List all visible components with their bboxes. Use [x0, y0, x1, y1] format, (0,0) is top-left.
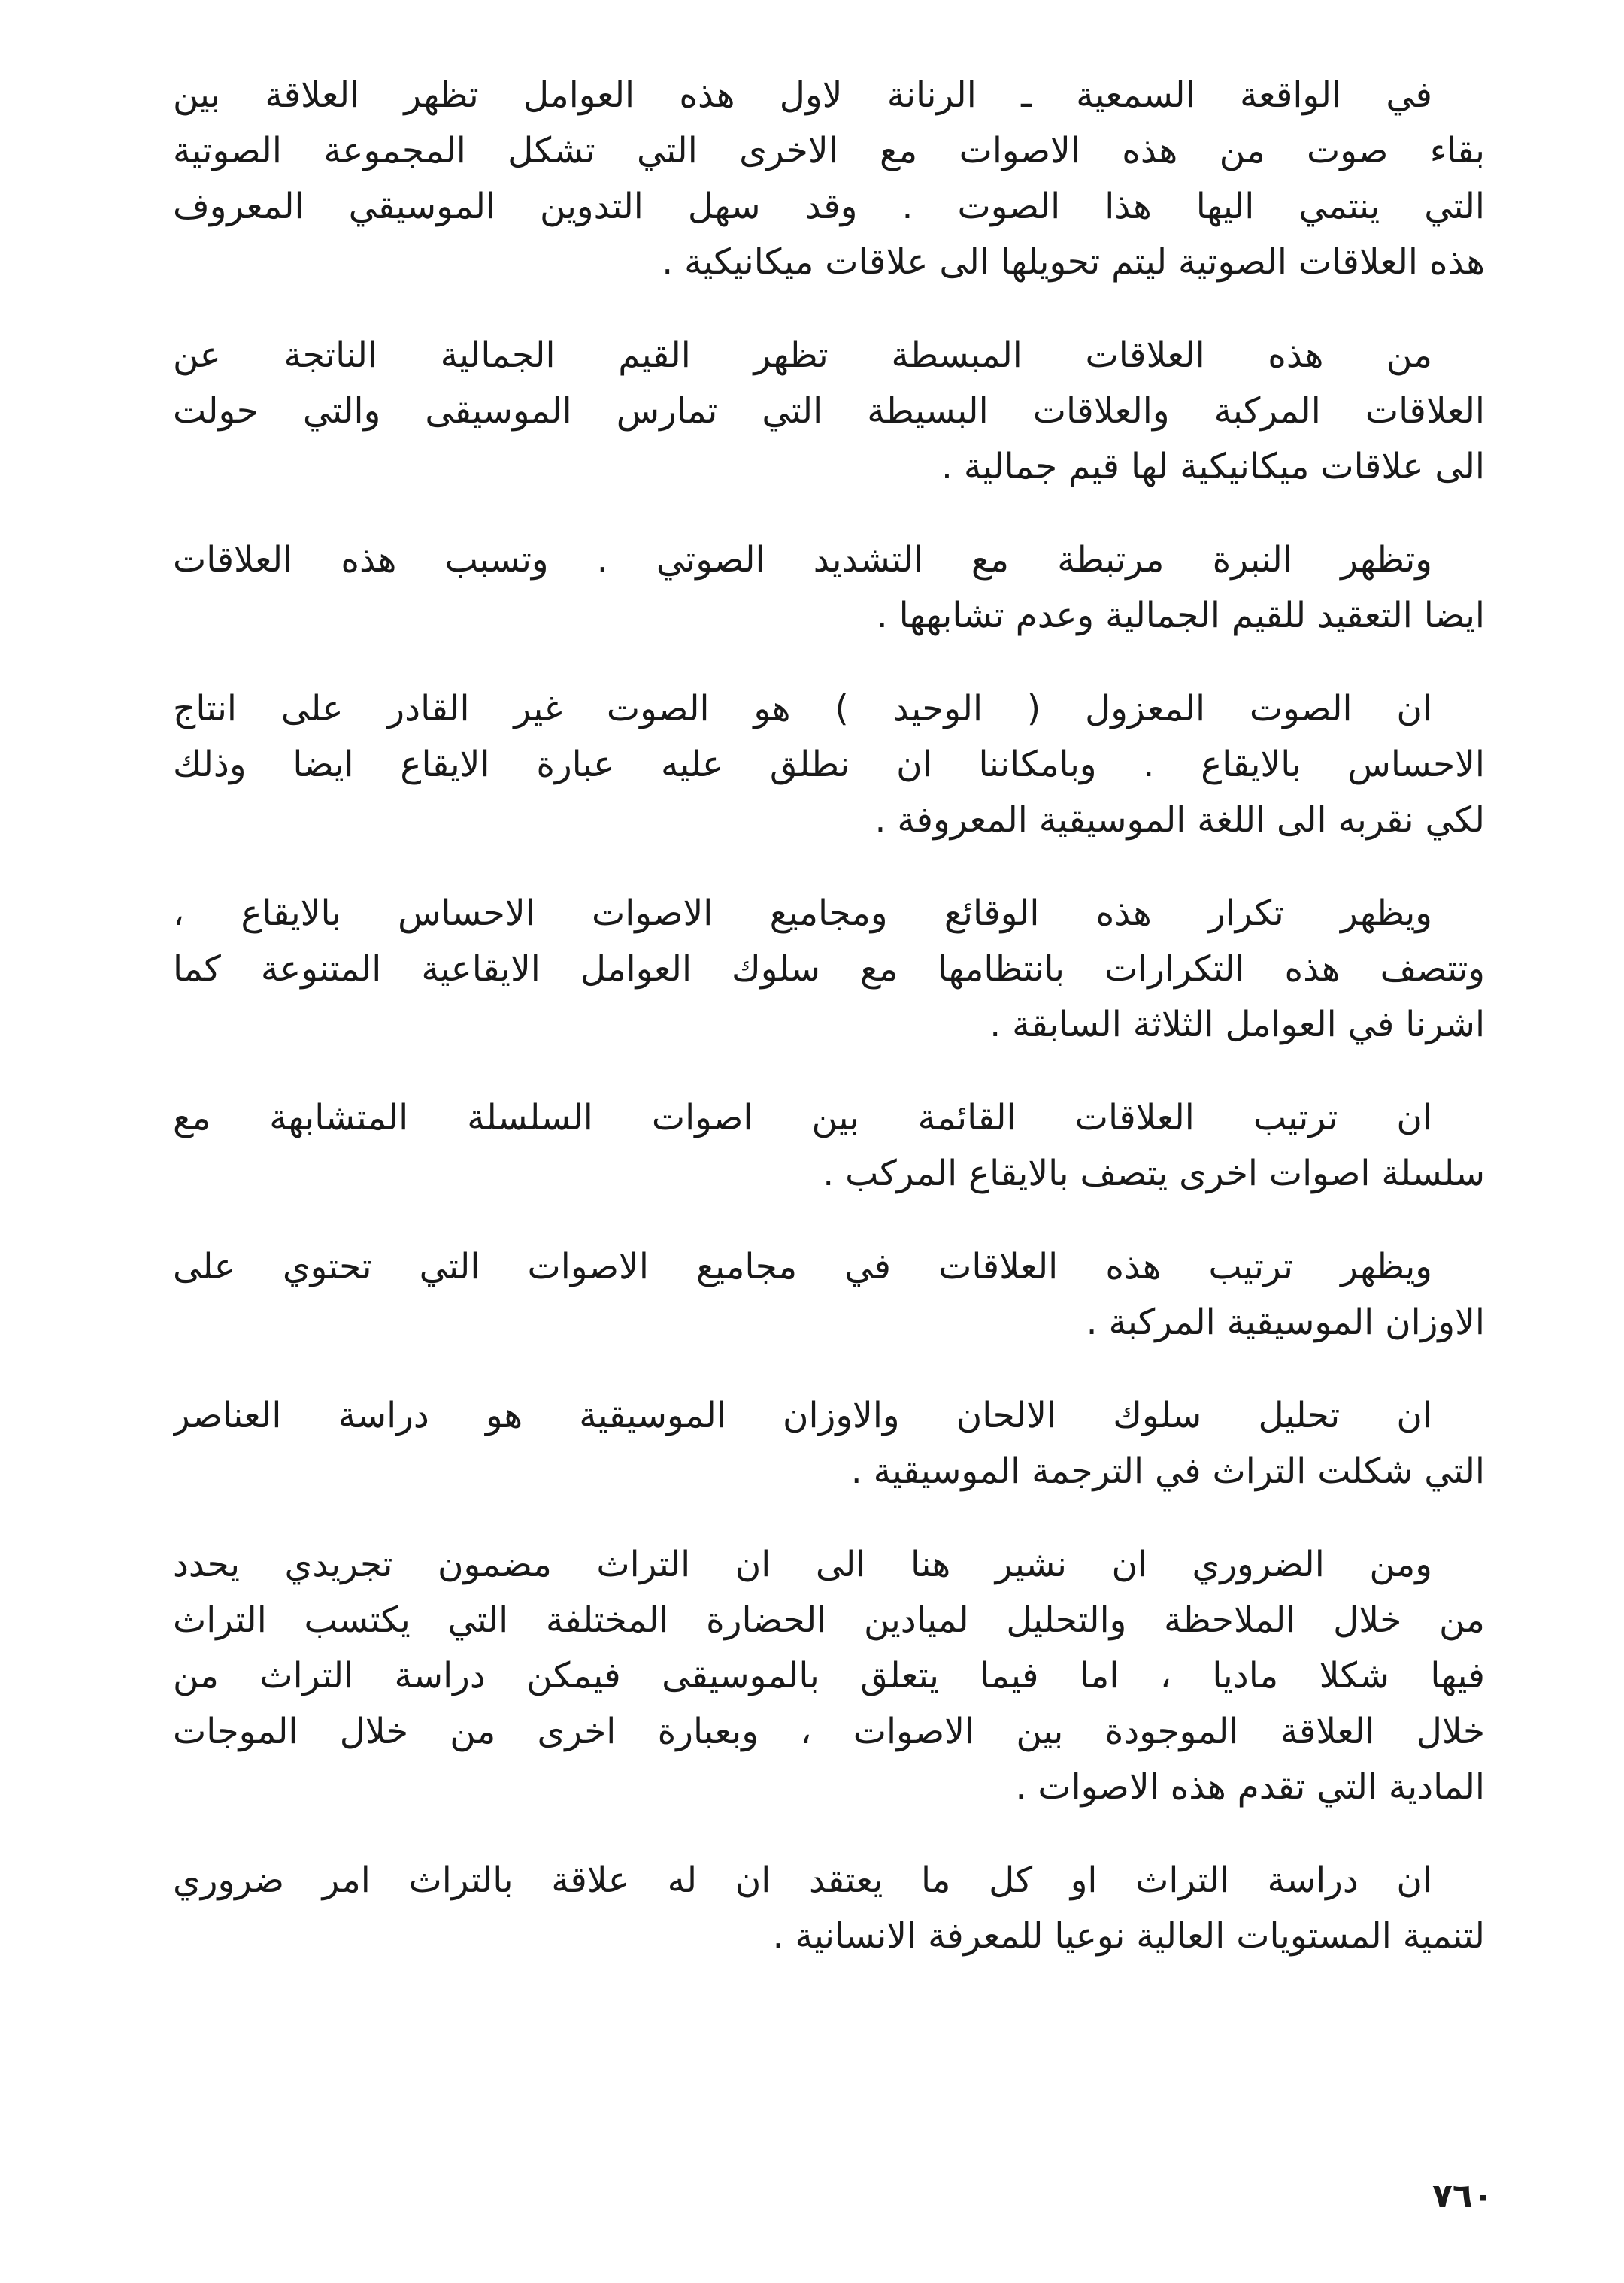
- text-line: التي ينتمي اليها هذا الصوت . وقد سهل التدوين الموسيقي المعروف: [173, 186, 1485, 227]
- text-line: ويظهر ترتيب هذه العلاقات في مجاميع الاصوات التي تحتوي على: [173, 1246, 1432, 1287]
- paragraph: [173, 532, 1485, 644]
- text-line: ايضا التعقيد للقيم الجمالية وعدم تشابهها .: [876, 595, 1485, 636]
- text-line: خلال العلاقة الموجودة بين الاصوات ، وبعبارة اخرى من خلال الموجات: [173, 1711, 1485, 1752]
- text-line: اشرنا في العوامل الثلاثة السابقة .: [989, 1004, 1485, 1045]
- body-text: [173, 68, 1485, 2002]
- text-line: لتنمية المستويات العالية نوعيا للمعرفة الانسانية .: [772, 1915, 1485, 1957]
- paragraph: [173, 1239, 1485, 1351]
- text-line: ان تحليل سلوك الالحان والاوزان الموسيقية هو دراسة العناصر: [173, 1395, 1432, 1436]
- text-line: التي شكلت التراث في الترجمة الموسيقية .: [850, 1451, 1485, 1492]
- text-line: ان ترتيب العلاقات القائمة بين اصوات السلسلة المتشابهة مع: [173, 1097, 1432, 1138]
- paragraph: [173, 1853, 1485, 1964]
- text-line: ان دراسة التراث او كل ما يعتقد ان له علاقة بالتراث امر ضروري: [173, 1860, 1432, 1901]
- text-line: وتظهر النبرة مرتبطة مع التشديد الصوتي . وتسبب هذه العلاقات: [173, 539, 1432, 581]
- text-line: الاحساس بالايقاع . وبامكاننا ان نطلق عليه عبارة الايقاع ايضا وذلك: [173, 744, 1485, 785]
- page-number: ٧٦٠: [1432, 2177, 1493, 2215]
- paragraph: [173, 68, 1485, 290]
- text-line: وتتصف هذه التكرارات بانتظامها مع سلوك العوامل الايقاعية المتنوعة كما: [173, 948, 1485, 990]
- text-line: بقاء صوت من هذه الاصوات مع الاخرى التي تشكل المجموعة الصوتية: [173, 130, 1485, 171]
- paragraph: [173, 328, 1485, 495]
- text-line: ومن الضروري ان نشير هنا الى ان التراث مضمون تجريدي يحدد: [173, 1544, 1432, 1585]
- text-line: في الواقعة السمعية ـ الرنانة لاول هذه العوامل تظهر العلاقة بين: [173, 74, 1432, 116]
- paragraph: [173, 681, 1485, 848]
- text-line: لكي نقربه الى اللغة الموسيقية المعروفة .: [874, 799, 1485, 841]
- text-line: من هذه العلاقات المبسطة تظهر القيم الجمالية الناتجة عن: [173, 335, 1432, 376]
- paragraph: [173, 886, 1485, 1053]
- text-line: سلسلة اصوات اخرى يتصف بالايقاع المركب .: [823, 1153, 1485, 1194]
- text-line: فيها شكلا ماديا ، اما فيما يتعلق بالموسيقى فيمكن دراسة التراث من: [173, 1655, 1485, 1696]
- text-line: الاوزان الموسيقية المركبة .: [1086, 1302, 1485, 1343]
- paragraph: [173, 1388, 1485, 1499]
- text-line: ويظهر تكرار هذه الوقائع ومجاميع الاصوات الاحساس بالايقاع ،: [173, 893, 1432, 934]
- text-line: الى علاقات ميكانيكية لها قيم جمالية .: [941, 446, 1485, 487]
- text-line: المادية التي تقدم هذه الاصوات .: [1015, 1766, 1485, 1808]
- text-line: من خلال الملاحظة والتحليل لميادين الحضارة المختلفة التي يكتسب التراث: [173, 1599, 1485, 1641]
- text-line: العلاقات المركبة والعلاقات البسيطة التي تمارس الموسيقى والتي حولت: [173, 390, 1485, 432]
- text-line: هذه العلاقات الصوتية ليتم تحويلها الى علاقات ميكانيكية .: [662, 241, 1485, 283]
- paragraph: [173, 1090, 1485, 1202]
- paragraph: [173, 1537, 1485, 1815]
- text-line: ان الصوت المعزول ( الوحيد ) هو الصوت غير القادر على انتاج: [173, 688, 1432, 729]
